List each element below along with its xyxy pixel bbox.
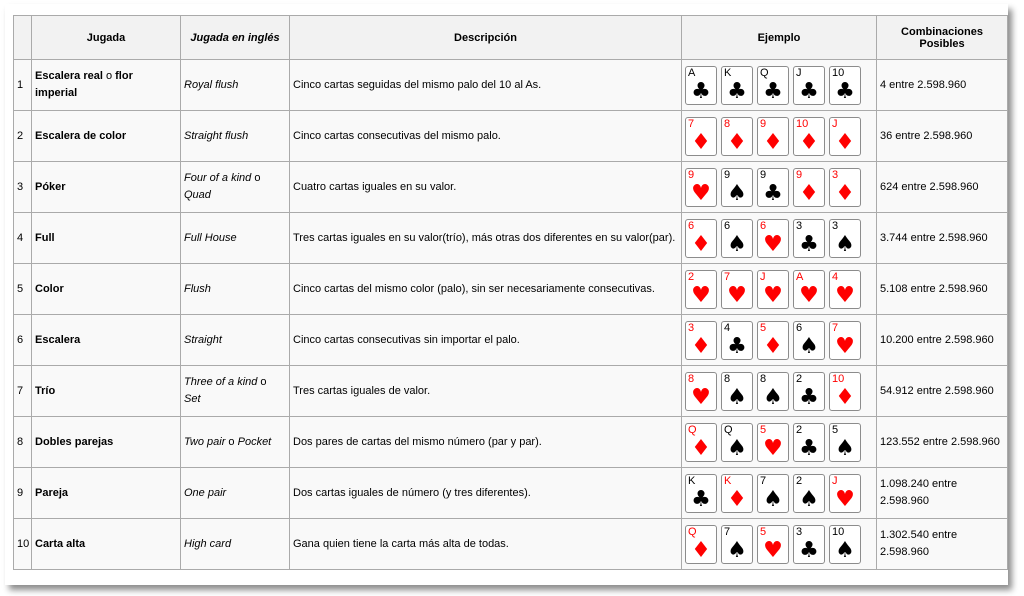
card-rank: 4 [832,270,839,283]
card-rank: Q [688,423,697,436]
english-joiner: o [251,172,261,184]
card-rank: 8 [724,372,731,385]
english-name: Royal flush [184,78,239,91]
table-row [14,213,1008,264]
playing-card [793,474,825,513]
club-icon: ♣ [799,384,819,410]
spade-icon: ♠ [727,435,747,461]
card-rank: 3 [832,168,839,181]
club-icon: ♣ [799,231,819,257]
playing-card [793,219,825,258]
combinations: 123.552 entre 2.598.960 [877,417,1008,468]
playing-card [829,474,861,513]
card-rank: J [832,117,838,130]
row-number: 3 [14,162,32,213]
playing-card [685,474,717,513]
hand-name: Escalera de color [35,129,127,142]
heart-icon: ♥ [691,180,711,206]
hand-name: Pareja [35,486,69,499]
playing-card [757,372,789,411]
english-name: Straight [184,333,222,346]
combinations: 5.108 entre 2.598.960 [877,264,1008,315]
hand-name-cell [32,162,181,213]
playing-card [721,219,753,258]
playing-card [829,525,861,564]
example-cards [682,468,877,519]
combinations: 36 entre 2.598.960 [877,111,1008,162]
playing-card [757,423,789,462]
playing-card [721,321,753,360]
hand-name: Escalera real [35,70,103,82]
playing-card [685,270,717,309]
poker-hands-table [13,15,1008,570]
card-rank: 6 [760,219,767,232]
spade-icon: ♠ [799,486,819,512]
card-rank: 3 [796,525,803,538]
english-joiner: o [257,376,267,388]
card-rank: 6 [796,321,803,334]
english-name-cell [181,60,290,111]
hand-name: Trío [35,384,56,397]
english-name: Four of a kind [184,172,252,184]
card-rank: 5 [832,423,839,436]
table-row [14,417,1008,468]
example-cards [682,366,877,417]
playing-card [757,525,789,564]
playing-card [721,168,753,207]
spade-icon: ♠ [727,384,747,410]
club-icon: ♣ [763,180,783,206]
spade-icon: ♠ [763,486,783,512]
diamond-icon: ♦ [691,231,711,257]
table-row [14,111,1008,162]
diamond-icon: ♦ [835,384,855,410]
card-rank: 5 [760,423,767,436]
card-rank: K [688,474,696,487]
combinations: 4 entre 2.598.960 [877,60,1008,111]
playing-card [793,525,825,564]
header-row [14,16,1008,60]
playing-card [757,321,789,360]
header-hand: Jugada [32,16,181,60]
card-rank: Q [688,525,697,538]
card-rank: 10 [832,66,845,79]
playing-card [793,117,825,156]
spade-icon: ♠ [835,435,855,461]
card-rank: 10 [796,117,809,130]
card-rank: 5 [760,321,767,334]
diamond-icon: ♦ [835,129,855,155]
combinations: 1.302.540 entre 2.598.960 [877,519,1008,570]
hand-name: Escalera [35,333,81,346]
spade-icon: ♠ [727,537,747,563]
diamond-icon: ♦ [691,333,711,359]
english-name-cell [181,111,290,162]
hand-name-cell [32,60,181,111]
card-rank: 7 [688,117,695,130]
english-name: Two pair [184,435,226,448]
header-example: Ejemplo [682,16,877,60]
heart-icon: ♥ [691,384,711,410]
playing-card [757,219,789,258]
description: Cinco cartas consecutivas sin importar el palo. [290,315,682,366]
table-row [14,315,1008,366]
english-name-cell [181,264,290,315]
combinations: 624 entre 2.598.960 [877,162,1008,213]
spade-icon: ♠ [799,333,819,359]
example-cards [682,264,877,315]
club-icon: ♣ [691,78,711,104]
english-name: Three of a kind [184,376,258,388]
row-number: 10 [14,519,32,570]
card-rank: Q [724,423,733,436]
card-rank: 3 [796,219,803,232]
club-icon: ♣ [799,537,819,563]
card-rank: J [760,270,766,283]
heart-icon: ♥ [763,537,783,563]
playing-card [757,474,789,513]
description: Tres cartas iguales en su valor(trío), más otras dos diferentes en su valor(par). [290,213,682,264]
playing-card [721,270,753,309]
club-icon: ♣ [763,78,783,104]
card-rank: 7 [760,474,767,487]
description: Gana quien tiene la carta más alta de todas. [290,519,682,570]
hand-name-cell [32,417,181,468]
playing-card [685,117,717,156]
card-rank: 2 [796,372,803,385]
hand-name-cell [32,519,181,570]
playing-card [721,474,753,513]
playing-card [829,219,861,258]
card-rank: 10 [832,525,845,538]
example-cards [682,213,877,264]
hand-name: Carta alta [35,537,86,550]
hand-name: Color [35,282,64,295]
example-cards [682,417,877,468]
combinations: 1.098.240 entre 2.598.960 [877,468,1008,519]
example-cards [682,315,877,366]
hand-name: Póker [35,180,66,193]
description: Cinco cartas consecutivas del mismo palo. [290,111,682,162]
diamond-icon: ♦ [799,129,819,155]
english-name-alt: Quad [184,189,211,201]
description: Cinco cartas seguidas del mismo palo del 10 al As. [290,60,682,111]
playing-card [685,321,717,360]
playing-card [685,372,717,411]
row-number: 6 [14,315,32,366]
playing-card [757,66,789,105]
playing-card [685,168,717,207]
english-name-alt: Pocket [237,435,272,448]
heart-icon: ♥ [835,333,855,359]
club-icon: ♣ [727,78,747,104]
english-name: Full House [184,231,237,244]
playing-card [829,372,861,411]
table-row [14,162,1008,213]
diamond-icon: ♦ [799,180,819,206]
heart-icon: ♥ [763,435,783,461]
header-combinations [877,16,1008,60]
row-number: 2 [14,111,32,162]
description: Cinco cartas del mismo color (palo), sin ser necesariamente consecutivas. [290,264,682,315]
playing-card [793,372,825,411]
combinations: 3.744 entre 2.598.960 [877,213,1008,264]
card-rank: 9 [724,168,731,181]
playing-card [685,423,717,462]
hand-name-cell [32,315,181,366]
card-rank: 3 [832,219,839,232]
description: Dos cartas iguales de número (y tres diferentes). [290,468,682,519]
playing-card [757,270,789,309]
playing-card [793,423,825,462]
diamond-icon: ♦ [763,333,783,359]
row-number: 4 [14,213,32,264]
diamond-icon: ♦ [691,435,711,461]
club-icon: ♣ [799,78,819,104]
card-rank: 2 [796,423,803,436]
card-rank: A [688,66,696,79]
table-row [14,60,1008,111]
playing-card [829,423,861,462]
row-number: 8 [14,417,32,468]
hand-name: Dobles parejas [35,435,114,448]
table-row [14,366,1008,417]
card-rank: J [832,474,838,487]
card-rank: J [796,66,802,79]
card-rank: K [724,66,732,79]
heart-icon: ♥ [691,282,711,308]
description: Cuatro cartas iguales en su valor. [290,162,682,213]
card-rank: 9 [760,117,767,130]
row-number: 9 [14,468,32,519]
card-rank: 10 [832,372,845,385]
card-rank: 8 [760,372,767,385]
playing-card [829,168,861,207]
row-number: 1 [14,60,32,111]
card-rank: 9 [760,168,767,181]
hand-name: Full [35,231,55,244]
header-english: Jugada en inglés [181,16,290,60]
card-rank: 2 [796,474,803,487]
playing-card [793,168,825,207]
card-rank: 6 [724,219,731,232]
playing-card [829,270,861,309]
spade-icon: ♠ [835,537,855,563]
heart-icon: ♥ [835,486,855,512]
card-rank: K [724,474,732,487]
diamond-icon: ♦ [763,129,783,155]
combinations: 54.912 entre 2.598.960 [877,366,1008,417]
heart-icon: ♥ [763,282,783,308]
diamond-icon: ♦ [691,537,711,563]
example-cards [682,162,877,213]
card-rank: 7 [832,321,839,334]
example-cards [682,111,877,162]
hand-joiner: o [102,70,116,82]
diamond-icon: ♦ [727,129,747,155]
hand-name-alt: flor imperial [35,70,133,99]
english-name: Flush [184,282,211,295]
playing-card [685,525,717,564]
playing-card [721,66,753,105]
table-frame [5,4,1008,585]
description: Dos pares de cartas del mismo número (par y par). [290,417,682,468]
playing-card [829,321,861,360]
club-icon: ♣ [799,435,819,461]
card-rank: 9 [688,168,695,181]
heart-icon: ♥ [727,282,747,308]
row-number: 7 [14,366,32,417]
playing-card [793,66,825,105]
club-icon: ♣ [835,78,855,104]
playing-card [757,117,789,156]
playing-card [721,117,753,156]
table-row [14,468,1008,519]
english-name-cell [181,417,290,468]
hand-name-cell [32,111,181,162]
club-icon: ♣ [727,333,747,359]
playing-card [685,219,717,258]
english-name-cell [181,468,290,519]
playing-card [829,66,861,105]
spade-icon: ♠ [835,231,855,257]
hand-name-cell [32,264,181,315]
english-name: Straight flush [184,129,249,142]
card-rank: 2 [688,270,695,283]
description: Tres cartas iguales de valor. [290,366,682,417]
example-cards [682,60,877,111]
english-name-alt: Set [184,393,201,405]
heart-icon: ♥ [835,282,855,308]
card-rank: 9 [796,168,803,181]
card-rank: 8 [724,117,731,130]
english-name: High card [184,537,232,550]
playing-card [721,372,753,411]
english-name-cell [181,366,290,417]
playing-card [721,423,753,462]
hand-name-cell [32,213,181,264]
english-name-cell [181,519,290,570]
header-description: Descripción [290,16,682,60]
card-rank: 7 [724,525,731,538]
playing-card [721,525,753,564]
playing-card [793,270,825,309]
header-combinations-line2: Posibles [919,37,965,50]
spade-icon: ♠ [727,180,747,206]
heart-icon: ♥ [763,231,783,257]
header-num [14,16,32,60]
card-rank: 3 [688,321,695,334]
card-rank: 4 [724,321,731,334]
english-name-cell [181,213,290,264]
club-icon: ♣ [691,486,711,512]
card-rank: Q [760,66,769,79]
spade-icon: ♠ [763,384,783,410]
spade-icon: ♠ [727,231,747,257]
diamond-icon: ♦ [691,129,711,155]
combinations: 10.200 entre 2.598.960 [877,315,1008,366]
table-row [14,264,1008,315]
card-rank: 7 [724,270,731,283]
card-rank: A [796,270,804,283]
card-rank: 5 [760,525,767,538]
playing-card [757,168,789,207]
english-name-cell [181,315,290,366]
playing-card [829,117,861,156]
row-number: 5 [14,264,32,315]
header-combinations-line1: Combinaciones [901,25,983,38]
english-name-cell [181,162,290,213]
card-rank: 6 [688,219,695,232]
table-row [14,519,1008,570]
english-name: One pair [184,486,227,499]
example-cards [682,519,877,570]
hand-name-cell [32,468,181,519]
diamond-icon: ♦ [727,486,747,512]
english-joiner: o [225,435,238,448]
playing-card [685,66,717,105]
card-rank: 8 [688,372,695,385]
hand-name-cell [32,366,181,417]
playing-card [793,321,825,360]
heart-icon: ♥ [799,282,819,308]
diamond-icon: ♦ [835,180,855,206]
